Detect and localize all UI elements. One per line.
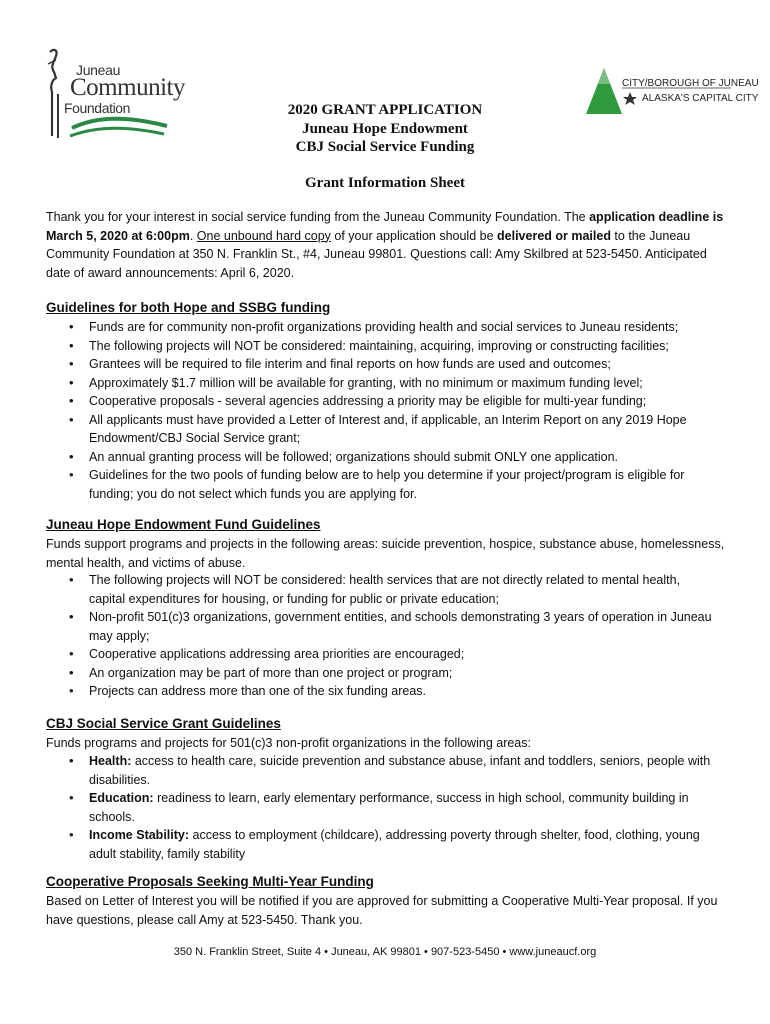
jcf-logo-foundation: Foundation xyxy=(64,100,131,116)
list-item xyxy=(67,752,717,789)
hard-copy-note: One unbound hard copy xyxy=(196,228,331,243)
list-item: • An organization may be part of more than one project or program; xyxy=(67,664,717,683)
list-item: • Guidelines for the two pools of funding below are to help you determine if your project/program is eligible for funding; you do not select which funds you are applying for. xyxy=(67,466,717,503)
cooperative-heading: Cooperative Proposals Seeking Multi-Year Funding xyxy=(46,874,374,889)
intro-text-3: of your application should be xyxy=(330,228,498,243)
intro-paragraph xyxy=(46,208,726,282)
guidelines-both-heading: Guidelines for both Hope and SSBG funding xyxy=(46,300,331,315)
cbj-logo-line1: CITY/BOROUGH OF JUNEAU xyxy=(622,78,759,89)
cooperative-text: Based on Letter of Interest you will be notified if you are approved for submitting a Cooperative Multi-Year proposal. If you have questions, please call Amy at 523-5450. Thank you. xyxy=(46,894,718,927)
jcf-logo-juneau: Juneau xyxy=(76,62,121,78)
cbj-logo-line2: ALASKA'S CAPITAL CITY xyxy=(642,93,759,104)
footer-address: 350 N. Franklin Street, Suite 4 • Juneau, AK 99801 • 907-523-5450 • www.juneaucf.org xyxy=(173,946,597,958)
list-item xyxy=(67,789,717,826)
list-item: • The following projects will NOT be considered: health services that are not directly related to mental health, capital expenditures for housing, or funding for public or private education; xyxy=(67,571,717,608)
subtitle: Grant Information Sheet xyxy=(305,175,465,191)
intro-text-4: to the Juneau Community Foundation at 350 N. Franklin St., #4, Juneau 99801. Questions call: Amy Skilbred at 523-5450. Anticipated date of award announcements: April 6, 2020. xyxy=(46,228,707,280)
intro-text-1: Thank you for your interest in social service funding from the Juneau Community Foundation. The xyxy=(46,210,590,224)
hope-guidelines-intro: Funds support programs and projects in the following areas: suicide prevention, hospice, substance abuse, homelessness, mental health, and victims of abuse. xyxy=(46,537,725,570)
list-item: • Funds are for community non-profit organizations providing health and social services to Juneau residents; xyxy=(67,318,717,337)
list-item: • Grantees will be required to file interim and final reports on how funds are used and outcomes; xyxy=(67,355,717,374)
income-stability-label: Income Stability: xyxy=(89,828,190,842)
cbj-guidelines-heading: CBJ Social Service Grant Guidelines xyxy=(46,716,281,731)
delivered-or-mailed: delivered or mailed xyxy=(497,228,611,243)
income-stability-text: access to employment (childcare), addressing poverty through shelter, food, clothing, young adult stability, family stability xyxy=(89,828,700,861)
hope-guidelines-heading: Juneau Hope Endowment Fund Guidelines xyxy=(46,517,321,532)
application-deadline: application deadline is March 5, 2020 at 6:00pm xyxy=(46,210,724,243)
list-item: • The following projects will NOT be considered: maintaining, acquiring, improving or constructing facilities; xyxy=(67,337,717,356)
list-item: • Approximately $1.7 million will be available for granting, with no minimum or maximum funding level; xyxy=(67,374,717,393)
list-item: • An annual granting process will be followed; organizations should submit ONLY one application. xyxy=(67,448,717,467)
cbj-guidelines-intro: Funds programs and projects for 501(c)3 non-profit organizations in the following areas: xyxy=(46,736,531,750)
list-item: • All applicants must have provided a Letter of Interest and, if applicable, an Interim Report on any 2019 Hope Endowment/CBJ Social Service grant; xyxy=(67,411,717,448)
education-label: Education: xyxy=(89,791,154,805)
list-item: • Non-profit 501(c)3 organizations, government entities, and schools demonstrating 3 years of operation in Juneau may apply; xyxy=(67,608,717,645)
health-label: Health: xyxy=(89,754,132,768)
jcf-logo-community: Community xyxy=(70,74,185,101)
list-item: • Cooperative applications addressing area priorities are encouraged; xyxy=(67,645,717,664)
title-line-1: 2020 GRANT APPLICATION xyxy=(287,102,483,118)
education-text: readiness to learn, early elementary performance, success in high school, community building in schools. xyxy=(89,791,689,824)
hope-guidelines-list xyxy=(67,571,717,701)
list-item xyxy=(67,826,717,863)
intro-text-2: . xyxy=(189,228,197,243)
health-text: access to health care, suicide prevention and substance abuse, infant and toddlers, seniors, people with disabilities. xyxy=(89,754,711,787)
list-item: • Projects can address more than one of the six funding areas. xyxy=(67,682,717,701)
title-line-3: CBJ Social Service Funding xyxy=(295,139,475,155)
list-item: • Cooperative proposals - several agencies addressing a priority may be eligible for multi-year funding; xyxy=(67,392,717,411)
guidelines-both-list xyxy=(67,318,717,503)
title-line-2: Juneau Hope Endowment xyxy=(302,121,468,137)
cbj-guidelines-list xyxy=(67,752,717,863)
